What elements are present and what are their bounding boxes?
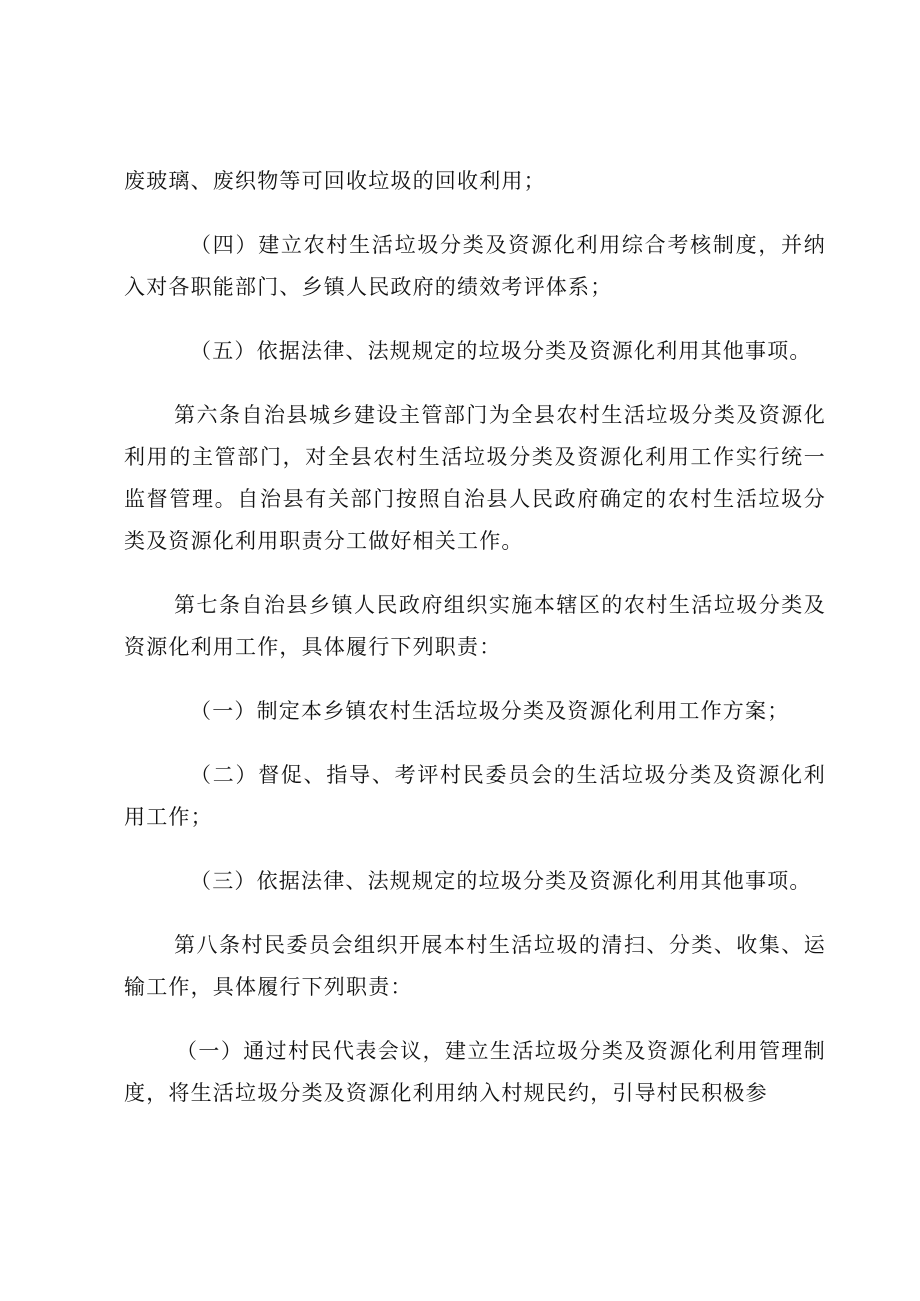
- paragraph-continuation: 废玻璃、废织物等可回收垃圾的回收利用；: [124, 169, 546, 193]
- paragraph-article-6: 第六条自治县城乡建设主管部门为全县农村生活垃圾分类及资源化利用的主管部门，对全县农村生活垃圾分类及资源化利用工作实行统一监督管理。自治县有关部门按照自治县人民政府确定的农村生活垃圾分类及资源化利用职责分工做好相关工作。: [124, 403, 826, 553]
- paragraph-item-2: （二）督促、指导、考评村民委员会的生活垃圾分类及资源化利用工作；: [124, 763, 826, 829]
- paragraph-item-4: （四）建立农村生活垃圾分类及资源化利用综合考核制度，并纳入对各职能部门、乡镇人民政府的绩效考评体系；: [124, 233, 826, 299]
- paragraph-item-1: （一）制定本乡镇农村生活垃圾分类及资源化利用工作方案；: [190, 699, 790, 723]
- paragraph-article-7: 第七条自治县乡镇人民政府组织实施本辖区的农村生活垃圾分类及资源化利用工作，具体履行下列职责：: [124, 593, 826, 659]
- paragraph-item-1-village: （一）通过村民代表会议，建立生活垃圾分类及资源化利用管理制度，将生活垃圾分类及资源化利用纳入村规民约，引导村民积极参: [124, 1039, 826, 1105]
- document-body: [124, 160, 826, 1136]
- paragraph-item-5: （五）依据法律、法规规定的垃圾分类及资源化利用其他事项。: [190, 339, 812, 363]
- paragraph-item-3: （三）依据法律、法规规定的垃圾分类及资源化利用其他事项。: [190, 869, 812, 893]
- paragraph-article-8: 第八条村民委员会组织开展本村生活垃圾的清扫、分类、收集、运输工作，具体履行下列职责：: [124, 933, 826, 999]
